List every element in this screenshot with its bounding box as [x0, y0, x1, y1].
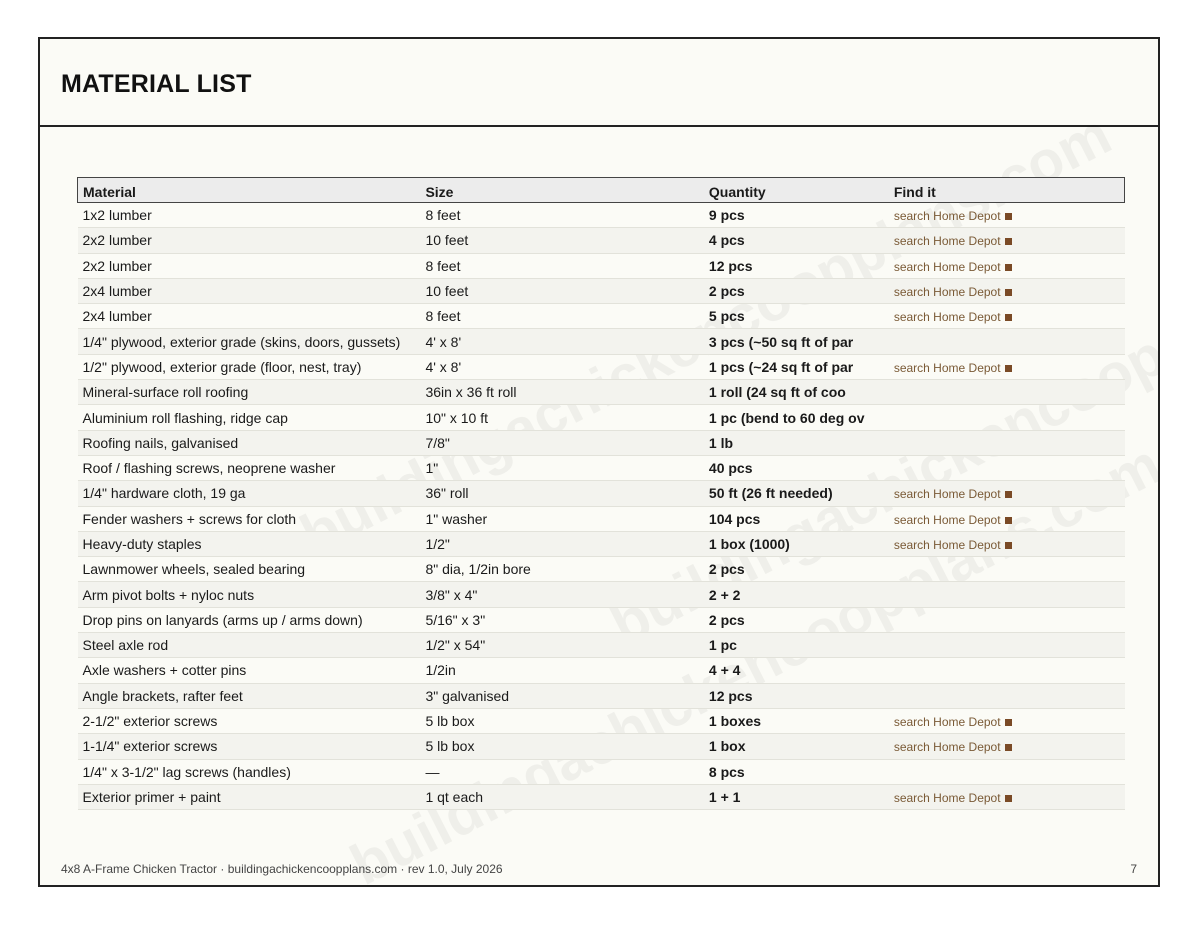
table-row [78, 531, 1125, 556]
quantity-cell-text: 1 pc (bend to 60 deg ov [708, 409, 865, 426]
find-it-cell [889, 784, 1125, 809]
material-cell-text: Mineral-surface roll roofing [82, 384, 249, 401]
material-cell-text: Fender washers + screws for cloth [82, 510, 297, 527]
material-cell-text: 1/4" plywood, exterior grade (skins, doors, gussets) [82, 333, 401, 350]
quantity-cell-text: 4 + 4 [708, 662, 741, 679]
external-link-icon [1005, 517, 1012, 524]
quantity-cell-text: 2 pcs [708, 611, 745, 628]
table-row [78, 557, 1125, 582]
size-cell [420, 506, 703, 531]
size-cell [420, 708, 703, 733]
find-it-cell [889, 683, 1125, 708]
size-cell-text: 4' x 8' [425, 358, 462, 375]
size-cell-text: 4' x 8' [425, 333, 462, 350]
column-header-material: Material [78, 178, 421, 203]
size-cell [420, 430, 703, 455]
size-cell-text: 5 lb box [425, 713, 475, 730]
quantity-cell [704, 430, 889, 455]
material-cell-text: Lawnmower wheels, sealed bearing [82, 561, 306, 578]
find-it-cell [889, 430, 1125, 455]
search-home-depot-link[interactable] [894, 715, 1012, 729]
material-cell [78, 633, 421, 658]
table-body [78, 203, 1125, 810]
size-cell [420, 380, 703, 405]
search-home-depot-link[interactable] [894, 361, 1012, 375]
page-number: 7 [1130, 862, 1137, 876]
table-row [78, 708, 1125, 733]
size-cell [420, 278, 703, 303]
quantity-cell-text: 1 + 1 [708, 788, 741, 805]
search-home-depot-link[interactable] [894, 740, 1012, 754]
size-cell-text: 1/2" x 54" [425, 637, 486, 654]
size-cell [420, 759, 703, 784]
quantity-cell-text: 4 pcs [708, 232, 745, 249]
size-cell-text: 8 feet [425, 207, 461, 224]
material-cell-text: Heavy-duty staples [82, 536, 202, 552]
link-label: search Home Depot [893, 234, 1001, 249]
quantity-cell [704, 481, 889, 506]
material-cell [78, 557, 421, 582]
quantity-cell-text: 3 pcs (~50 sq ft of par [708, 333, 854, 350]
quantity-cell-text: 104 pcs [708, 510, 761, 527]
quantity-cell-text: 1 pcs (~24 sq ft of par [708, 358, 854, 375]
find-it-cell [889, 481, 1125, 506]
quantity-cell [704, 683, 889, 708]
table-row [78, 203, 1125, 228]
material-cell-text: 1-1/4" exterior screws [82, 738, 218, 755]
material-cell-text: Roof / flashing screws, neoprene washer [82, 460, 336, 477]
find-it-cell [889, 329, 1125, 354]
size-cell-text: 3/8" x 4" [425, 586, 478, 603]
table-row [78, 582, 1125, 607]
table-row [78, 329, 1125, 354]
table-row [78, 228, 1125, 253]
search-home-depot-link[interactable] [894, 791, 1012, 805]
table-row [78, 607, 1125, 632]
find-it-cell [889, 658, 1125, 683]
size-cell-text: 1" washer [425, 510, 488, 527]
quantity-cell-text: 9 pcs [708, 207, 745, 224]
external-link-icon [1005, 238, 1012, 245]
page-title: MATERIAL LIST [61, 70, 252, 98]
size-cell [420, 784, 703, 809]
size-cell-text: 36in x 36 ft roll [425, 384, 517, 401]
size-cell [420, 658, 703, 683]
material-cell [78, 582, 421, 607]
size-cell-text: 5 lb box [425, 738, 475, 755]
material-cell-text: 1x2 lumber [82, 207, 152, 224]
size-cell-text: 1" [425, 460, 439, 477]
column-header-find-it: Find it [889, 178, 1125, 203]
material-cell-text: 2x2 lumber [82, 232, 152, 249]
material-cell [78, 708, 421, 733]
external-link-icon [1005, 795, 1012, 802]
find-it-cell [889, 759, 1125, 784]
material-cell [78, 455, 421, 480]
quantity-cell-text: 2 + 2 [708, 586, 741, 603]
external-link-icon [1005, 264, 1012, 271]
material-cell [78, 228, 421, 253]
quantity-cell [704, 203, 889, 228]
table-row [78, 506, 1125, 531]
size-cell [420, 329, 703, 354]
find-it-cell [889, 304, 1125, 329]
title-bar [40, 39, 1158, 127]
column-header-quantity: Quantity [704, 178, 889, 203]
link-label: search Home Depot [893, 538, 1001, 552]
find-it-cell [889, 633, 1125, 658]
material-cell-text: 2-1/2" exterior screws [82, 713, 218, 730]
material-cell [78, 784, 421, 809]
material-cell [78, 607, 421, 632]
size-cell [420, 683, 703, 708]
size-cell [420, 557, 703, 582]
material-cell [78, 506, 421, 531]
link-label: search Home Depot [893, 310, 1001, 325]
search-home-depot-link[interactable] [894, 513, 1012, 527]
find-it-cell [889, 607, 1125, 632]
material-cell [78, 329, 421, 354]
quantity-cell [704, 582, 889, 607]
find-it-cell [889, 557, 1125, 582]
find-it-cell [889, 506, 1125, 531]
material-cell [78, 380, 421, 405]
find-it-cell [889, 734, 1125, 759]
material-cell [78, 481, 421, 506]
table-row [78, 304, 1125, 329]
quantity-cell [704, 455, 889, 480]
material-cell [78, 278, 421, 303]
material-cell [78, 430, 421, 455]
size-cell-text: 1/2" [425, 536, 450, 552]
material-cell-text: Drop pins on lanyards (arms up / arms down) [82, 611, 363, 628]
quantity-cell-text: 1 box (1000) [708, 536, 790, 552]
table-row [78, 481, 1125, 506]
search-home-depot-link[interactable] [894, 487, 1012, 501]
quantity-cell [704, 506, 889, 531]
quantity-cell [704, 734, 889, 759]
size-cell [420, 455, 703, 480]
quantity-cell-text: 1 boxes [708, 713, 762, 730]
size-cell [420, 304, 703, 329]
material-cell-text: Angle brackets, rafter feet [82, 687, 243, 704]
link-label: search Home Depot [893, 285, 1001, 300]
table-row [78, 380, 1125, 405]
find-it-cell [889, 278, 1125, 303]
quantity-cell [704, 380, 889, 405]
size-cell-text: 1/2in [425, 662, 456, 679]
material-cell-text: 2x2 lumber [82, 257, 152, 274]
search-home-depot-link[interactable] [894, 209, 1012, 223]
quantity-cell-text: 40 pcs [708, 460, 753, 477]
quantity-cell [704, 557, 889, 582]
table-row [78, 278, 1125, 303]
external-link-icon [1005, 213, 1012, 220]
size-cell-text: 8 feet [425, 308, 461, 325]
table-row [78, 734, 1125, 759]
link-label: search Home Depot [893, 740, 1001, 755]
material-cell-text: Roofing nails, galvanised [82, 434, 239, 451]
material-table [77, 177, 1125, 810]
material-cell-text: 1/4" hardware cloth, 19 ga [82, 485, 246, 502]
link-label: search Home Depot [893, 360, 1001, 375]
quantity-cell [704, 759, 889, 784]
size-cell [420, 633, 703, 658]
size-cell [420, 405, 703, 430]
quantity-cell-text: 2 pcs [708, 283, 745, 300]
quantity-cell-text: 8 pcs [708, 763, 745, 780]
size-cell-text: 8 feet [425, 257, 461, 274]
external-link-icon [1005, 314, 1012, 321]
quantity-cell [704, 329, 889, 354]
quantity-cell-text: 1 pc [708, 637, 737, 654]
find-it-cell [889, 380, 1125, 405]
material-cell-text: 1/2" plywood, exterior grade (floor, nest, tray) [82, 358, 362, 375]
find-it-cell [889, 455, 1125, 480]
material-cell [78, 405, 421, 430]
external-link-icon [1005, 289, 1012, 296]
find-it-cell [889, 405, 1125, 430]
size-cell [420, 253, 703, 278]
search-home-depot-link[interactable] [894, 260, 1012, 274]
quantity-cell [704, 354, 889, 379]
material-cell-text: 1/4" x 3-1/2" lag screws (handles) [82, 763, 291, 780]
link-label: search Home Depot [893, 512, 1001, 527]
table-row [78, 405, 1125, 430]
table-row [78, 354, 1125, 379]
external-link-icon [1005, 542, 1012, 549]
size-cell-text: 7/8" [425, 434, 450, 451]
quantity-cell [704, 304, 889, 329]
size-cell-text: 3" galvanised [425, 687, 510, 704]
quantity-cell-text: 1 lb [708, 434, 734, 451]
table-row [78, 253, 1125, 278]
material-cell [78, 203, 421, 228]
quantity-cell-text: 2 pcs [708, 561, 745, 578]
search-home-depot-link[interactable] [894, 285, 1012, 299]
find-it-cell [889, 228, 1125, 253]
material-cell [78, 253, 421, 278]
quantity-cell [704, 658, 889, 683]
find-it-cell [889, 582, 1125, 607]
quantity-cell [704, 784, 889, 809]
external-link-icon [1005, 719, 1012, 726]
quantity-cell [704, 253, 889, 278]
size-cell [420, 228, 703, 253]
quantity-cell-text: 5 pcs [708, 308, 745, 325]
column-header-size: Size [420, 178, 703, 203]
find-it-cell [889, 354, 1125, 379]
material-cell-text: Axle washers + cotter pins [82, 662, 247, 679]
material-cell [78, 304, 421, 329]
table-row [78, 683, 1125, 708]
quantity-cell-text: 1 roll (24 sq ft of coo [708, 384, 846, 401]
size-cell-text: 8" dia, 1/2in bore [425, 561, 531, 578]
size-cell [420, 607, 703, 632]
table-row [78, 658, 1125, 683]
search-home-depot-link[interactable] [894, 234, 1012, 248]
link-label: search Home Depot [893, 209, 1001, 224]
quantity-cell [704, 708, 889, 733]
size-cell [420, 582, 703, 607]
search-home-depot-link[interactable] [894, 310, 1012, 324]
size-cell-text: — [425, 763, 440, 780]
quantity-cell-text: 50 ft (26 ft needed) [708, 485, 833, 502]
find-it-cell [889, 708, 1125, 733]
link-label: search Home Depot [893, 259, 1001, 274]
material-cell [78, 683, 421, 708]
size-cell-text: 5/16" x 3" [425, 611, 486, 628]
quantity-cell [704, 607, 889, 632]
link-label: search Home Depot [893, 790, 1001, 805]
table-row [78, 430, 1125, 455]
material-cell-text: 2x4 lumber [82, 283, 152, 300]
material-cell-text: Arm pivot bolts + nyloc nuts [82, 586, 255, 603]
size-cell [420, 734, 703, 759]
size-cell-text: 1 qt each [425, 788, 484, 805]
size-cell [420, 481, 703, 506]
quantity-cell [704, 405, 889, 430]
size-cell-text: 36" roll [425, 485, 469, 502]
document-page [38, 37, 1160, 887]
table-row [78, 633, 1125, 658]
page-footer: 4x8 A-Frame Chicken Tractor · buildingachickencoopplans.com · rev 1.0, July 2026 [61, 862, 503, 876]
quantity-cell [704, 278, 889, 303]
size-cell-text: 10 feet [425, 232, 469, 249]
quantity-cell-text: 12 pcs [708, 257, 753, 274]
material-cell-text: Steel axle rod [82, 637, 169, 654]
link-label: search Home Depot [893, 487, 1001, 502]
material-cell [78, 354, 421, 379]
external-link-icon [1005, 491, 1012, 498]
table-row [78, 455, 1125, 480]
size-cell-text: 10 feet [425, 283, 469, 300]
table-row [78, 784, 1125, 809]
quantity-cell-text: 1 box [708, 738, 746, 755]
material-cell-text: 2x4 lumber [82, 308, 152, 325]
table-header-row [78, 178, 1125, 203]
quantity-cell [704, 633, 889, 658]
find-it-cell [889, 203, 1125, 228]
material-cell-text: Exterior primer + paint [82, 788, 221, 805]
size-cell-text: 10" x 10 ft [425, 409, 488, 426]
find-it-cell [889, 531, 1125, 556]
quantity-cell [704, 531, 889, 556]
material-cell [78, 759, 421, 784]
material-cell [78, 531, 421, 556]
material-cell [78, 734, 421, 759]
external-link-icon [1005, 365, 1012, 372]
quantity-cell [704, 228, 889, 253]
search-home-depot-link[interactable] [894, 538, 1012, 552]
external-link-icon [1005, 744, 1012, 751]
table-row [78, 759, 1125, 784]
size-cell [420, 203, 703, 228]
material-cell-text: Aluminium roll flashing, ridge cap [82, 409, 288, 426]
find-it-cell [889, 253, 1125, 278]
size-cell [420, 354, 703, 379]
quantity-cell-text: 12 pcs [708, 687, 753, 704]
size-cell [420, 531, 703, 556]
material-cell [78, 658, 421, 683]
link-label: search Home Depot [893, 715, 1001, 730]
